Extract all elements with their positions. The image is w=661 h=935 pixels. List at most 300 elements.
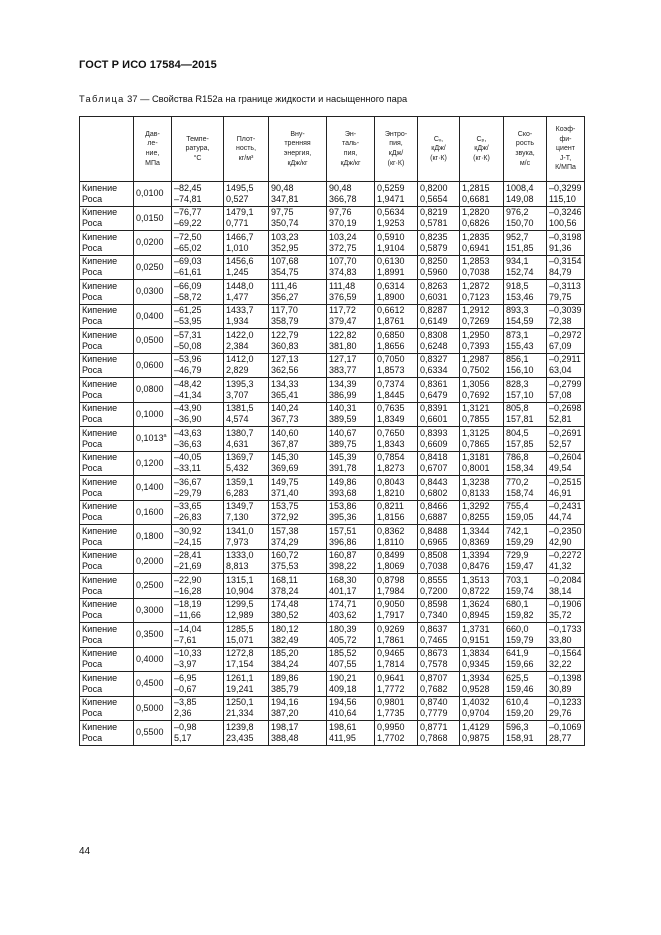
pressure-value: 0,0250 [136, 261, 164, 272]
dew-value: 0,7038 [462, 267, 490, 278]
dew-value: 401,17 [329, 585, 357, 596]
col-cp-cell [460, 623, 504, 648]
col-enthalpy-cell [327, 574, 375, 599]
col-phase-cell [80, 451, 134, 476]
col-jt-coefficient-cell [547, 598, 585, 623]
dew-value: 381,80 [329, 340, 357, 351]
boiling-value: 1,3731 [462, 623, 490, 634]
pressure-value: 0,5000 [136, 702, 164, 713]
table-row [80, 182, 585, 207]
dew-value: 0,7465 [420, 634, 448, 645]
boiling-value: 1479,1 [226, 207, 254, 218]
dew-value: 0,7682 [420, 683, 448, 694]
boiling-value: 107,70 [329, 256, 357, 267]
col-phase-cell [80, 500, 134, 525]
dew-value: 153,46 [506, 291, 534, 302]
col-sound-speed-cell [504, 476, 547, 501]
col-enthalpy-cell [327, 206, 375, 231]
boiling-value: 0,8362 [377, 525, 405, 536]
col-cv-cell [418, 329, 460, 354]
col-cp-cell [460, 696, 504, 721]
phase-label-boiling: Кипение [82, 378, 118, 389]
col-entropy-cell [375, 500, 418, 525]
dew-value: 7,130 [226, 512, 249, 523]
boiling-value: –0,1564 [549, 648, 582, 659]
pressure-value: 0,1600 [136, 506, 164, 517]
boiling-value: –0,2691 [549, 427, 582, 438]
table-row [80, 206, 585, 231]
boiling-value: 0,7050 [377, 354, 405, 365]
boiling-value: 1381,5 [226, 403, 254, 414]
boiling-value: 1,3624 [462, 599, 490, 610]
col-density-cell [224, 500, 269, 525]
dew-value: 0,6149 [420, 316, 448, 327]
boiling-value: 122,82 [329, 329, 357, 340]
phase-label-dew: Роса [82, 365, 103, 376]
pressure-value: 0,0400 [136, 310, 164, 321]
col-enthalpy-cell [327, 280, 375, 305]
dew-value: 159,47 [506, 561, 534, 572]
col-jt-coefficient-cell [547, 427, 585, 452]
col-enthalpy-cell [327, 353, 375, 378]
dew-value: 72,38 [549, 316, 572, 327]
pressure-value: 0,0500 [136, 335, 164, 346]
dew-value: 2,829 [226, 365, 249, 376]
col-sound-speed-cell [504, 427, 547, 452]
col-phase-header [80, 117, 134, 182]
dew-value: 0,8001 [462, 463, 490, 474]
dew-value: 388,48 [271, 732, 299, 743]
dew-value: 1,245 [226, 267, 249, 278]
boiling-value: –0,1733 [549, 623, 582, 634]
table-row [80, 427, 585, 452]
boiling-value: –22,90 [174, 574, 202, 585]
dew-value: 374,29 [271, 536, 299, 547]
boiling-value: –0,2911 [549, 354, 581, 365]
boiling-value: 1412,0 [226, 354, 254, 365]
col-pressure-cell [134, 647, 172, 672]
boiling-value: 149,86 [329, 476, 357, 487]
dew-value: 0,5879 [420, 242, 448, 253]
pressure-value: 0,1800 [136, 531, 164, 542]
boiling-value: –0,2698 [549, 403, 582, 414]
dew-value: 0,5654 [420, 193, 448, 204]
col-enthalpy-cell [327, 647, 375, 672]
dew-value: 372,92 [271, 512, 299, 523]
col-enthalpy-cell [327, 721, 375, 746]
col-sound-speed-cell [504, 672, 547, 697]
dew-value: 38,14 [549, 585, 572, 596]
boiling-value: –0,98 [174, 721, 197, 732]
col-jt-coefficient-cell [547, 378, 585, 403]
col-jt-coefficient-cell [547, 206, 585, 231]
dew-value: 151,85 [506, 242, 534, 253]
col-enthalpy-cell [327, 304, 375, 329]
dew-value: 367,87 [271, 438, 299, 449]
col-cv-cell [418, 623, 460, 648]
col-cp-cell [460, 598, 504, 623]
col-jt-coefficient-cell [547, 329, 585, 354]
boiling-value: 189,86 [271, 672, 299, 683]
dew-value: 7,973 [226, 536, 249, 547]
boiling-value: 856,1 [506, 354, 529, 365]
boiling-value: 0,7854 [377, 452, 405, 463]
boiling-value: 1,4032 [462, 697, 490, 708]
dew-value: 1,8573 [377, 365, 405, 376]
col-temperature-cell [172, 500, 224, 525]
boiling-value: 952,7 [506, 231, 529, 242]
col-entropy-cell [375, 598, 418, 623]
col-enthalpy-cell [327, 427, 375, 452]
dew-value: 0,5781 [420, 218, 448, 229]
phase-label-boiling: Кипение [82, 574, 118, 585]
dew-value: 0,6826 [462, 218, 490, 229]
boiling-value: 0,9950 [377, 721, 405, 732]
col-pressure-header: Дав- ле- ние, МПа [134, 117, 172, 182]
phase-label-dew: Роса [82, 610, 103, 621]
dew-value: 352,95 [271, 242, 299, 253]
page-number: 44 [79, 846, 91, 857]
dew-value: 0,771 [226, 218, 249, 229]
boiling-value: –36,67 [174, 476, 202, 487]
phase-label-dew: Роса [82, 340, 103, 351]
col-cv-cell [418, 182, 460, 207]
dew-value: 347,81 [271, 193, 299, 204]
col-temperature-cell [172, 402, 224, 427]
dew-value: 0,9875 [462, 732, 490, 743]
col-cv-cell [418, 696, 460, 721]
boiling-value: 153,86 [329, 501, 357, 512]
col-jt-coefficient-cell [547, 549, 585, 574]
col-temperature-cell [172, 476, 224, 501]
dew-value: 403,62 [329, 610, 357, 621]
col-entropy-cell [375, 696, 418, 721]
boiling-value: 140,24 [271, 403, 299, 414]
dew-value: 154,59 [506, 316, 534, 327]
boiling-value: 1,2815 [462, 182, 490, 193]
col-sound-speed-cell [504, 353, 547, 378]
col-cp-cell [460, 402, 504, 427]
dew-value: 386,99 [329, 389, 357, 400]
boiling-value: 157,51 [329, 525, 357, 536]
boiling-value: 153,75 [271, 501, 299, 512]
col-internal-energy-cell [269, 402, 327, 427]
col-temperature-cell [172, 574, 224, 599]
dew-value: –3,97 [174, 659, 197, 670]
dew-value: 1,9253 [377, 218, 405, 229]
col-phase-cell [80, 231, 134, 256]
phase-label-boiling: Кипение [82, 427, 118, 438]
table-row [80, 696, 585, 721]
dew-value: 0,6609 [420, 438, 448, 449]
dew-value: 354,75 [271, 267, 299, 278]
boiling-value: 703,1 [506, 574, 529, 585]
col-cv-cell [418, 206, 460, 231]
caption-text: — Свойства R152a на границе жидкости и насыщенного пара [137, 94, 408, 104]
phase-label-dew: Роса [82, 659, 103, 670]
col-cv-cell [418, 525, 460, 550]
boiling-value: 1285,5 [226, 623, 254, 634]
dew-value: 1,9471 [377, 193, 405, 204]
phase-label-dew: Роса [82, 512, 103, 523]
dew-value: 0,8133 [462, 487, 490, 498]
phase-label-boiling: Кипение [82, 305, 118, 316]
table-row [80, 500, 585, 525]
col-enthalpy-cell [327, 402, 375, 427]
dew-value: 0,7269 [462, 316, 490, 327]
boiling-value: 1239,8 [226, 721, 254, 732]
col-phase-cell [80, 672, 134, 697]
col-internal-energy-cell [269, 255, 327, 280]
dew-value: 369,69 [271, 463, 299, 474]
boiling-value: –0,2431 [549, 501, 582, 512]
col-sound-speed-cell [504, 255, 547, 280]
properties-table [79, 116, 585, 746]
col-density-cell [224, 182, 269, 207]
col-internal-energy-cell [269, 500, 327, 525]
dew-value: 1,7917 [377, 610, 405, 621]
dew-value: 100,56 [549, 218, 577, 229]
boiling-value: –6,95 [174, 672, 197, 683]
pressure-value: 0,3500 [136, 629, 164, 640]
col-pressure-cell [134, 255, 172, 280]
boiling-value: 0,9801 [377, 697, 405, 708]
boiling-value: 0,8499 [377, 550, 405, 561]
dew-value: 157,10 [506, 389, 534, 400]
dew-value: 1,934 [226, 316, 249, 327]
col-internal-energy-cell [269, 329, 327, 354]
dew-value: 5,432 [226, 463, 249, 474]
col-internal-energy-cell [269, 280, 327, 305]
boiling-value: 111,48 [329, 280, 356, 291]
dew-value: 35,72 [549, 610, 572, 621]
dew-value: –21,69 [174, 561, 202, 572]
col-cp-cell [460, 500, 504, 525]
dew-value: 158,91 [506, 732, 534, 743]
dew-value: 389,75 [329, 438, 357, 449]
boiling-value: 0,6130 [377, 256, 405, 267]
col-cp-cell [460, 451, 504, 476]
col-entropy-cell [375, 255, 418, 280]
boiling-value: 0,8637 [420, 623, 448, 634]
dew-value: 1,8273 [377, 463, 405, 474]
boiling-value: –72,50 [174, 231, 202, 242]
col-phase-cell [80, 280, 134, 305]
dew-value: 1,8445 [377, 389, 405, 400]
dew-value: 6,283 [226, 487, 249, 498]
col-entropy-cell [375, 378, 418, 403]
boiling-value: 786,8 [506, 452, 529, 463]
dew-value: –69,22 [174, 218, 202, 229]
col-entropy-cell [375, 206, 418, 231]
col-sound-speed-cell [504, 574, 547, 599]
boiling-value: 134,33 [271, 378, 299, 389]
col-temperature-cell [172, 182, 224, 207]
dew-value: 358,79 [271, 316, 299, 327]
col-internal-energy-cell [269, 451, 327, 476]
dew-value: 371,40 [271, 487, 299, 498]
dew-value: 3,707 [226, 389, 249, 400]
boiling-value: 1,3344 [462, 525, 490, 536]
col-enthalpy-cell [327, 623, 375, 648]
dew-value: 1,8343 [377, 438, 405, 449]
col-internal-energy-cell [269, 721, 327, 746]
boiling-value: 828,3 [506, 378, 529, 389]
dew-value: 156,10 [506, 365, 534, 376]
boiling-value: –0,1398 [549, 672, 582, 683]
dew-value: 52,57 [549, 438, 572, 449]
dew-value: 0,9704 [462, 708, 490, 719]
col-sound-speed-cell [504, 598, 547, 623]
col-pressure-cell [134, 549, 172, 574]
dew-value: 17,154 [226, 659, 254, 670]
col-temperature-cell [172, 329, 224, 354]
dew-value: 0,7123 [462, 291, 490, 302]
boiling-value: 893,3 [506, 305, 529, 316]
dew-value: 0,7200 [420, 585, 448, 596]
dew-value: 2,384 [226, 340, 249, 351]
phase-label-boiling: Кипение [82, 525, 118, 536]
boiling-value: 107,68 [271, 256, 299, 267]
boiling-value: 1466,7 [226, 231, 254, 242]
boiling-value: 0,8391 [420, 403, 448, 414]
col-cp-cell [460, 378, 504, 403]
boiling-value: 1,3834 [462, 648, 490, 659]
col-phase-cell [80, 525, 134, 550]
boiling-value: 729,9 [506, 550, 529, 561]
phase-label-boiling: Кипение [82, 501, 118, 512]
col-density-cell [224, 574, 269, 599]
dew-value: 0,7865 [462, 438, 490, 449]
dew-value: 376,59 [329, 291, 357, 302]
boiling-value: 0,6850 [377, 329, 405, 340]
boiling-value: –76,77 [174, 207, 202, 218]
dew-value: 1,8656 [377, 340, 405, 351]
boiling-value: 145,30 [271, 452, 299, 463]
boiling-value: 0,8235 [420, 231, 448, 242]
col-cv-cell [418, 255, 460, 280]
boiling-value: 0,6314 [377, 280, 405, 291]
dew-value: 1,7772 [377, 683, 405, 694]
boiling-value: 976,2 [506, 207, 529, 218]
dew-value: 159,74 [506, 585, 534, 596]
col-temperature-cell [172, 427, 224, 452]
col-pressure-cell [134, 378, 172, 403]
col-jt-coefficient-cell [547, 623, 585, 648]
dew-value: 0,6479 [420, 389, 448, 400]
dew-value: 159,46 [506, 683, 534, 694]
pressure-value: 0,1400 [136, 482, 164, 493]
col-enthalpy-header: Эн- таль- пия, кДж/кг [327, 117, 375, 182]
boiling-value: –30,92 [174, 525, 202, 536]
dew-value: 370,19 [329, 218, 357, 229]
pressure-value: 0,4000 [136, 653, 164, 664]
table-row [80, 304, 585, 329]
dew-value: 0,7393 [462, 340, 490, 351]
boiling-value: 174,48 [271, 599, 299, 610]
phase-label-boiling: Кипение [82, 182, 118, 193]
boiling-value: –0,3246 [549, 207, 582, 218]
boiling-value: 0,5910 [377, 231, 405, 242]
col-temperature-cell [172, 206, 224, 231]
boiling-value: 770,2 [506, 476, 529, 487]
boiling-value: 0,8361 [420, 378, 448, 389]
dew-value: 1,8156 [377, 512, 405, 523]
dew-value: 0,7692 [462, 389, 490, 400]
col-pressure-cell [134, 353, 172, 378]
footnote-marker: a [163, 433, 167, 440]
col-jt-coefficient-cell [547, 304, 585, 329]
boiling-value: 134,39 [329, 378, 357, 389]
boiling-value: 90,48 [271, 182, 294, 193]
col-sound-speed-cell [504, 231, 547, 256]
col-cp-cell [460, 721, 504, 746]
dew-value: 1,010 [226, 242, 249, 253]
col-cv-cell [418, 598, 460, 623]
dew-value: 28,77 [549, 732, 572, 743]
col-jt-coefficient-cell [547, 574, 585, 599]
col-cv-cell [418, 231, 460, 256]
col-entropy-cell [375, 280, 418, 305]
dew-value: 159,79 [506, 634, 534, 645]
dew-value: 46,91 [549, 487, 572, 498]
dew-value: 1,8761 [377, 316, 405, 327]
phase-label-boiling: Кипение [82, 672, 118, 683]
col-temperature-cell [172, 549, 224, 574]
col-sound-speed-cell [504, 378, 547, 403]
col-cp-cell [460, 525, 504, 550]
phase-label-boiling: Кипение [82, 329, 118, 340]
dew-value: –33,11 [174, 463, 201, 474]
col-sound-speed-cell [504, 623, 547, 648]
col-entropy-cell [375, 353, 418, 378]
caption-prefix: Таблица [79, 94, 125, 104]
col-density-cell [224, 525, 269, 550]
boiling-value: 1395,3 [226, 378, 254, 389]
dew-value: 0,6887 [420, 512, 448, 523]
col-internal-energy-cell [269, 696, 327, 721]
boiling-value: 127,17 [329, 354, 357, 365]
dew-value: 0,7340 [420, 610, 448, 621]
boiling-value: 160,72 [271, 550, 299, 561]
table-row [80, 476, 585, 501]
dew-value: 2,36 [174, 708, 192, 719]
phase-label-boiling: Кипение [82, 623, 118, 634]
col-enthalpy-cell [327, 549, 375, 574]
phase-label-boiling: Кипение [82, 550, 118, 561]
phase-label-dew: Роса [82, 732, 103, 743]
phase-label-boiling: Кипение [82, 256, 118, 267]
col-internal-energy-cell [269, 427, 327, 452]
phase-label-boiling: Кипение [82, 599, 118, 610]
dew-value: 366,78 [329, 193, 357, 204]
dew-value: 398,22 [329, 561, 357, 572]
col-pressure-cell [134, 427, 172, 452]
dew-value: 10,904 [226, 585, 254, 596]
col-pressure-cell [134, 329, 172, 354]
col-temperature-cell [172, 353, 224, 378]
pressure-value: 0,0600 [136, 359, 164, 370]
dew-value: 32,22 [549, 659, 572, 670]
col-internal-energy-cell [269, 304, 327, 329]
dew-value: 44,74 [549, 512, 572, 523]
table-header-row [80, 117, 585, 182]
boiling-value: 140,31 [329, 403, 357, 414]
boiling-value: 145,39 [329, 452, 357, 463]
col-cv-cell [418, 476, 460, 501]
phase-label-dew: Роса [82, 487, 103, 498]
boiling-value: 168,30 [329, 574, 357, 585]
